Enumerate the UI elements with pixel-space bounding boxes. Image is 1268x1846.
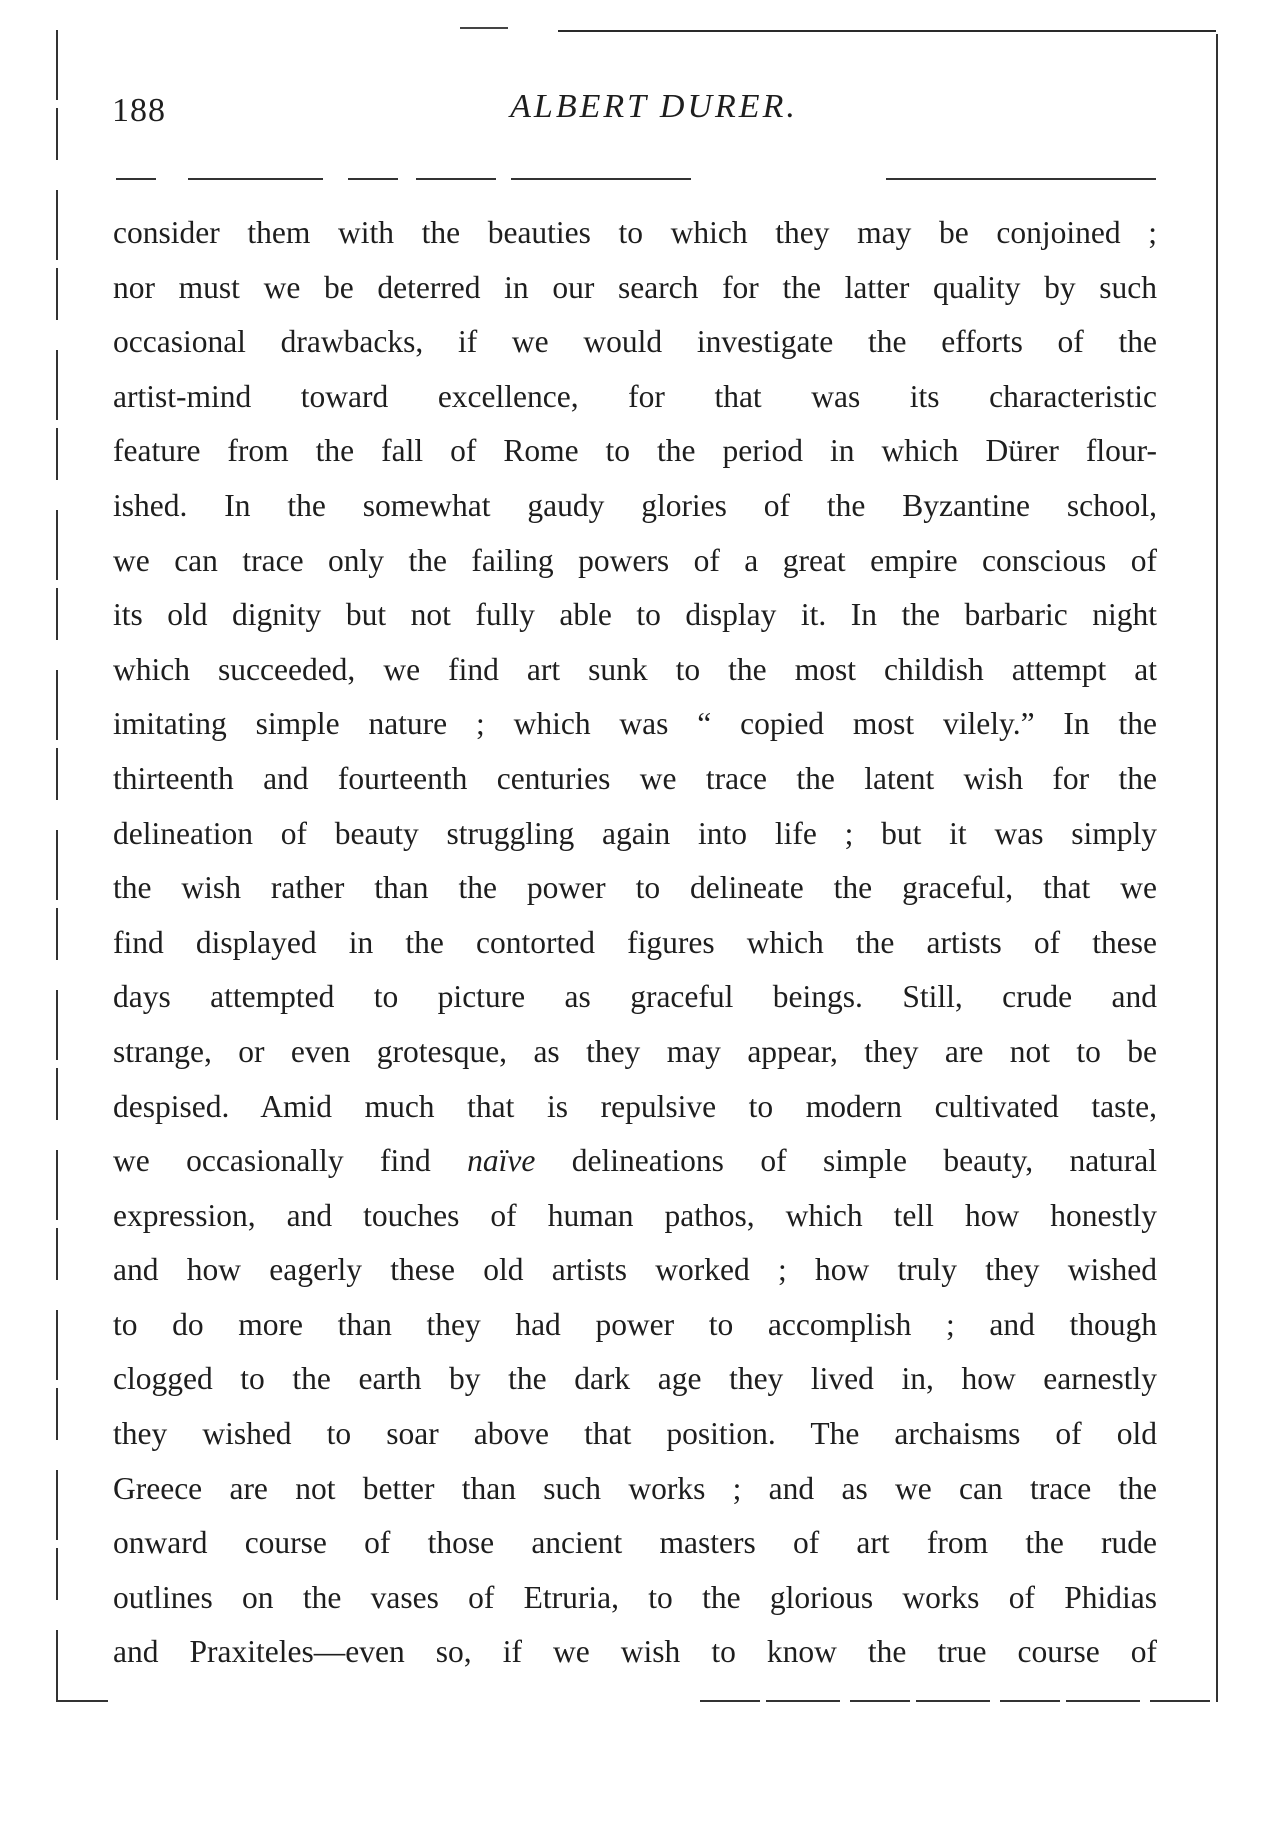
text-line: and how eagerly these old artists worked ; how truly they wished [113,1252,1157,1288]
text-line: to do more than they had power to accomplish ; and though [113,1306,1157,1342]
text-line: feature from the fall of Rome to the period in which Dürer flour- [113,433,1157,469]
text-line: strange, or even grotesque, as they may appear, they are not to be [113,1033,1157,1069]
text-line: consider them with the beauties to which they may be conjoined ; [113,215,1157,250]
scan-frame-top [558,30,1216,32]
text-line: Greece are not better than such works ; and as we can trace the [113,1470,1157,1506]
text-line: expression, and touches of human pathos, which tell how honestly [113,1197,1157,1233]
text-line: outlines on the vases of Etruria, to the glorious works of Phidias [113,1579,1157,1615]
text-line: its old dignity but not fully able to display it. In the barbaric night [113,597,1157,633]
text-segment: we occasionally find [113,1143,431,1179]
text-line: artist-mind toward excellence, for that was its characteristic [113,378,1157,414]
text-line: clogged to the earth by the dark age they lived in, how earnestly [113,1361,1157,1397]
text-line: which succeeded, we find art sunk to the most childish attempt at [113,651,1157,687]
scan-frame-bottom-right [700,1700,1218,1702]
text-line: nor must we be deterred in our search for the latter quality by such [113,269,1157,305]
page-number: 188 [112,92,166,129]
scan-frame-bottom-left [56,1700,108,1702]
text-line: we can trace only the failing powers of a great empire conscious of [113,542,1157,578]
body-text [113,206,1157,1680]
text-line: they wished to soar above that position. The archaisms of old [113,1416,1157,1452]
text-line: delineation of beauty struggling again into life ; but it was simply [113,815,1157,851]
text-line: and Praxiteles—even so, if we wish to know the true course of [113,1634,1157,1670]
scan-frame-right [1216,34,1218,1700]
header-rule [116,178,1156,180]
text-line: thirteenth and fourteenth centuries we trace the latent wish for the [113,760,1157,796]
scan-frame-left [56,30,58,1700]
text-line: find displayed in the contorted figures which the artists of these [113,924,1157,960]
text-line: the wish rather than the power to delineate the graceful, that we [113,870,1157,906]
text-segment: delineations of simple beauty, natural [571,1143,1158,1179]
text-line: onward course of those ancient masters of art from the rude [113,1525,1157,1561]
text-line: imitating simple nature ; which was “ copied most vilely.” In the [113,706,1157,742]
text-line: despised. Amid much that is repulsive to modern cultivated taste, [113,1088,1157,1124]
running-title: ALBERT DURER. [510,88,798,125]
italic-word: naïve [467,1143,536,1179]
text-line: days attempted to picture as graceful beings. Still, crude and [113,979,1157,1015]
text-line: occasional drawbacks, if we would investigate the efforts of the [113,324,1157,360]
text-line: ished. In the somewhat gaudy glories of the Byzantine school, [113,487,1157,523]
scan-frame-top-short [460,27,508,29]
text-line-italic-word [113,1134,1157,1189]
